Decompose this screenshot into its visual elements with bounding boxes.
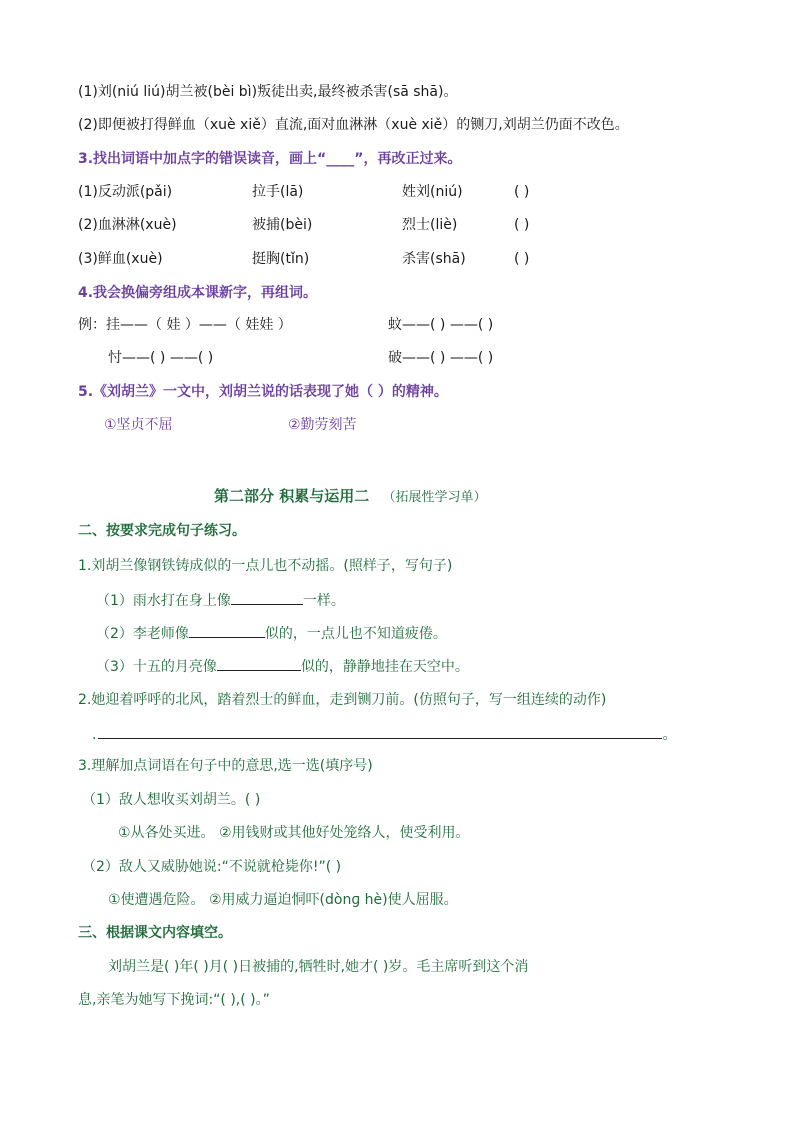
part-2-title bbox=[214, 486, 486, 508]
s3-r2-c1: (2)血淋淋(xuè) bbox=[78, 217, 177, 233]
sec2-q1b-post: 似的，一点儿也不知道疲倦。 bbox=[264, 626, 447, 642]
sec2-q3a-options: ①从各处买进。 ②用钱财或其他好处笼络人，使受利用。 bbox=[118, 825, 470, 841]
sec2-q1c-pre: （3）十五的月亮像 bbox=[96, 659, 217, 675]
s3-r2-answer[interactable]: ( ) bbox=[514, 217, 530, 233]
sec2-q2-end: 。 bbox=[662, 727, 677, 743]
sec2-q1: 1.刘胡兰像钢铁铸成似的一点儿也不动摇。(照样子，写句子) bbox=[78, 558, 453, 574]
section-4-heading: 4.我会换偏旁组成本课新字，再组词。 bbox=[78, 285, 318, 301]
sec2-q1a-blank[interactable] bbox=[231, 590, 303, 605]
section-3-fill-heading: 三、根据课文内容填空。 bbox=[78, 925, 232, 941]
s4-example: 例：挂——（ 娃 ）——（ 娃娃 ） bbox=[78, 317, 292, 333]
s3-r1-c3: 姓刘(niú) bbox=[402, 184, 463, 200]
sec2-q1c bbox=[96, 656, 469, 677]
s3-r1-c2: 拉手(lā) bbox=[252, 184, 304, 200]
s3-r2-c2: 被捕(bèi) bbox=[252, 217, 313, 233]
sec2-q1c-post: 似的，静静地挂在天空中。 bbox=[300, 659, 469, 675]
sec3-line-2: 息,亲笔为她写下挽词:“( ),( )。” bbox=[78, 992, 270, 1008]
sec2-q2-answer bbox=[92, 724, 676, 745]
sec2-q1b-pre: （2）李老师像 bbox=[96, 626, 189, 642]
section-3-heading: 3.找出词语中加点字的错误读音，画上“____”，再改正过来。 bbox=[78, 151, 462, 167]
section-2-heading: 二、按要求完成句子练习。 bbox=[78, 523, 246, 539]
sec2-q2: 2.她迎着呼呼的北风，踏着烈士的鲜血，走到铡刀前。(仿照句子，写一组连续的动作) bbox=[78, 692, 607, 708]
q2-line-pinyin: (2)即便被打得鲜血（xuè xiě）直流,面对血淋淋（xuè xiě）的铡刀,刘胡兰仍面不改色。 bbox=[78, 117, 629, 133]
sec2-q1a bbox=[96, 590, 345, 611]
s3-r1-c1: (1)反动派(pǎi) bbox=[78, 184, 173, 200]
section-5-heading: 5.《刘胡兰》一文中，刘胡兰说的话表现了她（ ）的精神。 bbox=[78, 384, 448, 400]
s4-row2-left[interactable]: 忖——( ) ——( ) bbox=[108, 350, 214, 366]
sec2-q1a-post: 一样。 bbox=[302, 593, 345, 609]
s3-r3-answer[interactable]: ( ) bbox=[514, 251, 530, 267]
sec2-q2-blank[interactable] bbox=[98, 724, 662, 739]
part-2-title-text: 第二部分 积累与运用二 bbox=[214, 487, 370, 505]
part-2-subtitle: （拓展性学习单） bbox=[382, 490, 487, 505]
s3-r2-c3: 烈士(liè) bbox=[402, 217, 458, 233]
s3-r3-c1: (3)鲜血(xuè) bbox=[78, 251, 163, 267]
sec2-q3a: （1）敌人想收买刘胡兰。( ) bbox=[82, 792, 261, 808]
s4-row1-right[interactable]: 蚊——( ) ——( ) bbox=[388, 317, 494, 333]
sec2-q1a-pre: （1）雨水打在身上像 bbox=[96, 593, 231, 609]
s5-option-1[interactable]: ①坚贞不屈 bbox=[104, 417, 173, 433]
sec3-line-1: 刘胡兰是( )年( )月( )日被捕的,牺牲时,她才( )岁。毛主席听到这个消 bbox=[108, 959, 529, 975]
s4-row2-right[interactable]: 破——( ) ——( ) bbox=[388, 350, 494, 366]
q1-line-pinyin: (1)刘(niú liú)胡兰被(bèi bì)叛徒出卖,最终被杀害(sā shā)。 bbox=[78, 84, 458, 100]
sec2-q1b bbox=[96, 623, 447, 644]
sec2-q3: 3.理解加点词语在句子中的意思,选一选(填序号) bbox=[78, 758, 373, 774]
s3-r1-answer[interactable]: ( ) bbox=[514, 184, 530, 200]
sec2-q1c-blank[interactable] bbox=[217, 656, 301, 671]
sec2-q2-dot: . bbox=[92, 727, 97, 743]
sec2-q3b: （2）敌人又威胁她说:“不说就枪毙你!”( ) bbox=[82, 859, 342, 875]
sec2-q1b-blank[interactable] bbox=[189, 623, 265, 638]
s5-option-2[interactable]: ②勤劳刻苦 bbox=[288, 417, 357, 433]
s3-r3-c3: 杀害(shā) bbox=[402, 251, 466, 267]
s3-r3-c2: 挺胸(tǐn) bbox=[252, 251, 310, 267]
sec2-q3b-options: ①使遭遇危险。 ②用威力逼迫恫吓(dònɡ hè)使人屈服。 bbox=[108, 892, 458, 908]
